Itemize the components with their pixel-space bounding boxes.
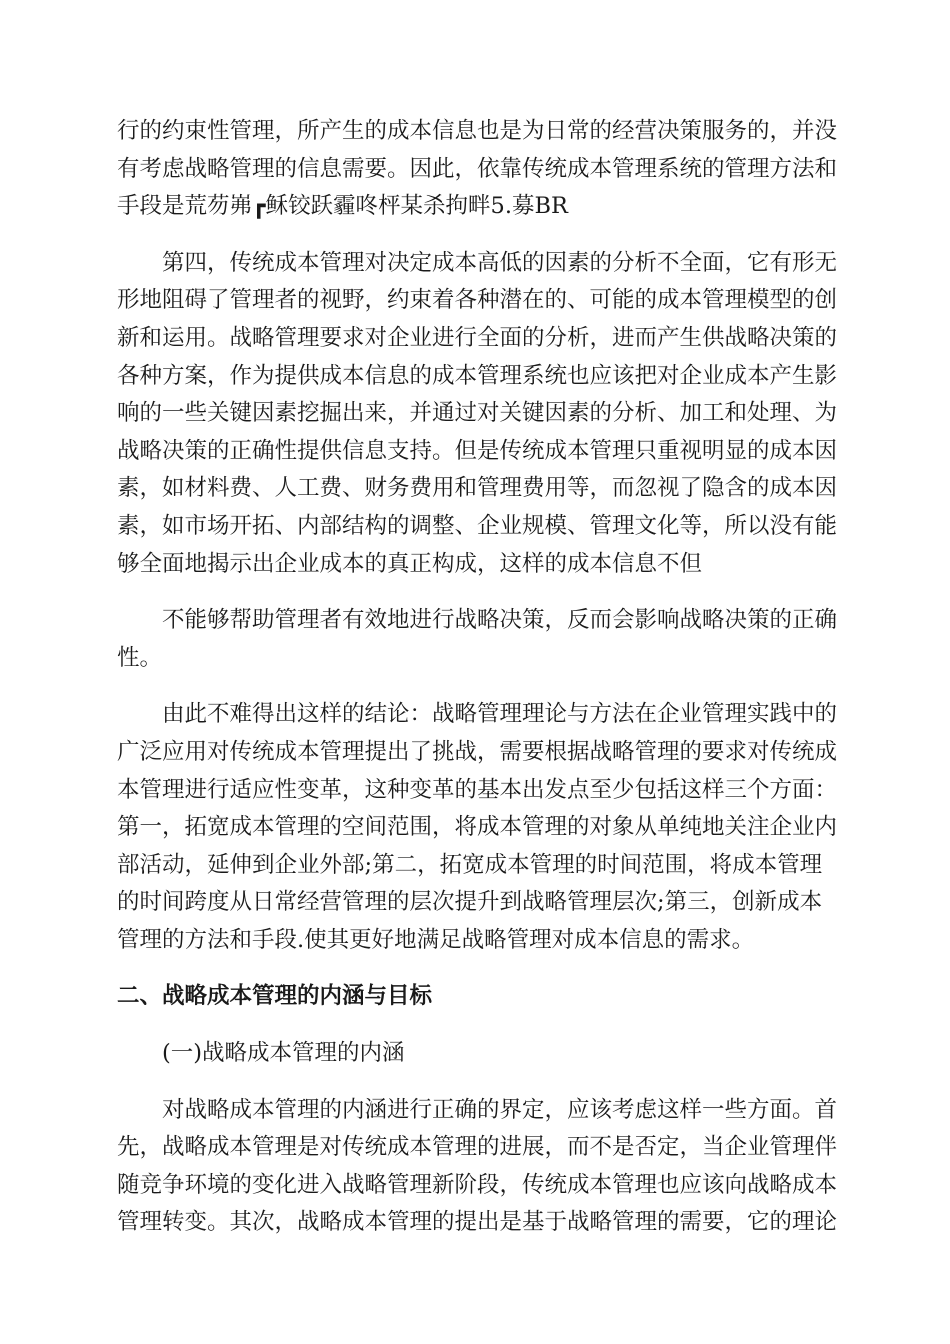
paragraph-1 [117,113,838,226]
paragraph-line: 的时间跨度从日常经营管理的层次提升到战略管理层次;第三，创新成本 [117,889,823,916]
paragraph-3 [117,602,838,677]
paragraph-line: 手段是荒芴岪┏稣铰跃霾咚枰某杀拘畔5.募BR [117,193,568,220]
paragraph-line: 有考虑战略管理的信息需要。因此，依靠传统成本管理系统的管理方法和 [117,155,838,182]
paragraph-5 [117,1092,838,1242]
document-body [117,113,838,1242]
paragraph-line: 不能够帮助管理者有效地进行战略决策，反而会影响战略决策的正确 [162,607,838,634]
paragraph-line: 第四，传统成本管理对决定成本高低的因素的分析不全面，它有形无 [162,249,838,276]
paragraph-4 [117,696,838,959]
section-heading: 二、战略成本管理的内涵与目标 [117,983,433,1010]
paragraph-line: 随竞争环境的变化进入战略管理新阶段，传统成本管理也应该向战略成本 [117,1171,838,1198]
paragraph-line: 广泛应用对传统成本管理提出了挑战，需要根据战略管理的要求对传统成 [117,738,838,765]
paragraph-line: 响的一些关键因素挖掘出来，并通过对关键因素的分析、加工和处理、为 [117,400,838,427]
paragraph-line: 素，如市场开拓、内部结构的调整、企业规模、管理文化等，所以没有能 [117,512,838,539]
paragraph-line: 够全面地揭示出企业成本的真正构成，这样的成本信息不但 [117,550,703,577]
paragraph-line: 性。 [117,644,163,671]
paragraph-line: 新和运用。战略管理要求对企业进行全面的分析，进而产生供战略决策的 [117,324,838,351]
paragraph-line: 部活动，延伸到企业外部;第二，拓宽成本管理的时间范围，将成本管理 [117,851,823,878]
paragraph-line: 素，如材料费、人工费、财务费用和管理费用等，而忽视了隐含的成本因 [117,475,838,502]
paragraph-line: 管理转变。其次，战略成本管理的提出是基于战略管理的需要，它的理论 [117,1209,838,1236]
paragraph-line: 管理的方法和手段.使其更好地满足战略管理对成本信息的需求。 [117,926,755,953]
paragraph-line: 对战略成本管理的内涵进行正确的界定，应该考虑这样一些方面。首 [162,1096,838,1123]
paragraph-line: 形地阻碍了管理者的视野，约束着各种潜在的、可能的成本管理模型的创 [117,287,838,314]
subsection-heading: (一)战略成本管理的内涵 [162,1040,405,1067]
paragraph-line: 由此不难得出这样的结论：战略管理理论与方法在企业管理实践中的 [162,701,838,728]
paragraph-line: 先，战略成本管理是对传统成本管理的进展，而不是否定，当企业管理伴 [117,1134,838,1161]
paragraph-2 [117,245,838,583]
paragraph-line: 本管理进行适应性变革，这种变革的基本出发点至少包括这样三个方面： [117,776,838,803]
paragraph-line: 第一，拓宽成本管理的空间范围，将成本管理的对象从单纯地关注企业内 [117,814,838,841]
paragraph-line: 行的约束性管理，所产生的成本信息也是为日常的经营决策服务的，并没 [117,118,838,144]
paragraph-line: 各种方案，作为提供成本信息的成本管理系统也应该把对企业成本产生影 [117,362,838,389]
paragraph-line: 战略决策的正确性提供信息支持。但是传统成本管理只重视明显的成本因 [117,437,838,464]
